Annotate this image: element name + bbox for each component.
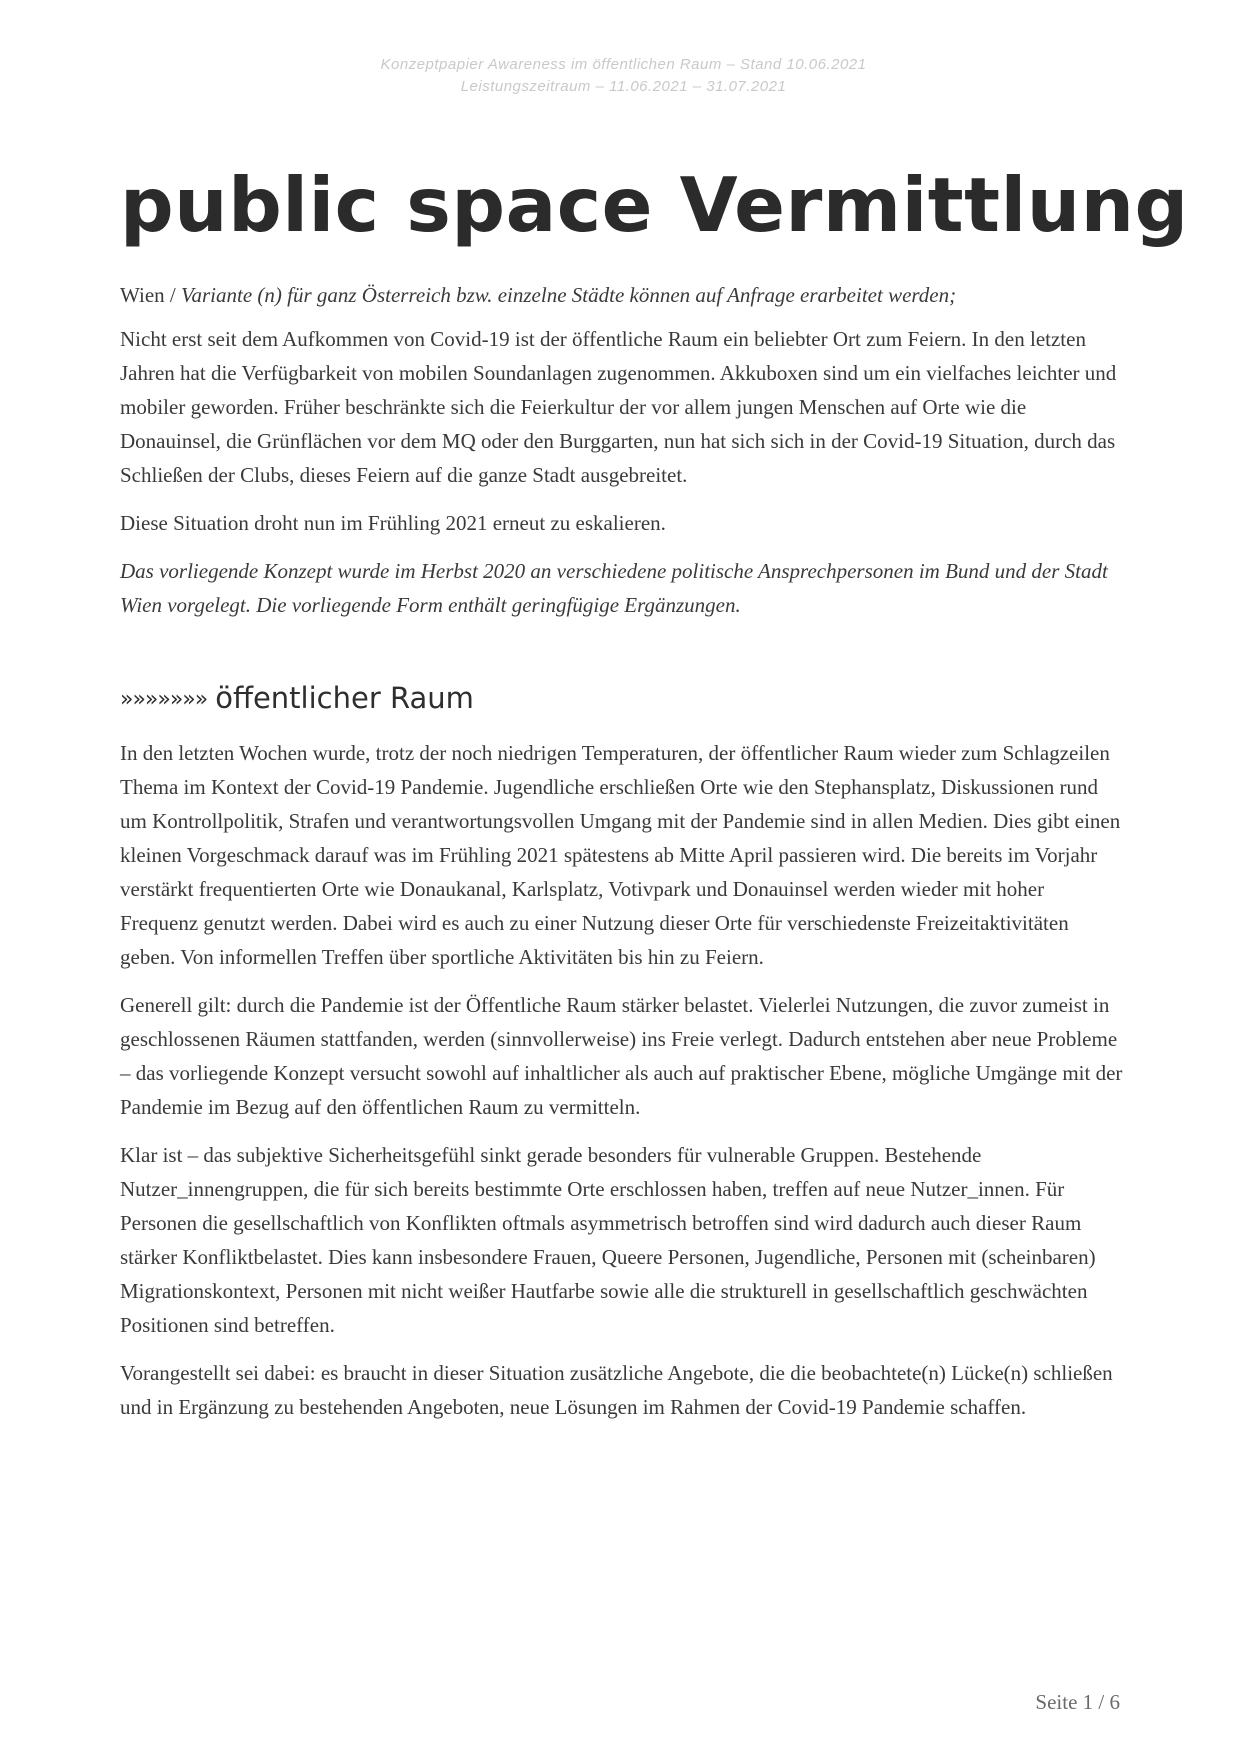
page-header xyxy=(0,54,1247,98)
arrows-decoration: »»»»»»» xyxy=(120,687,208,712)
section-paragraph-3: Klar ist – das subjektive Sicherheitsgefühl sinkt gerade besonders für vulnerable Gruppen. Bestehende Nutzer_innengruppen, die für sich bereits bestimmte Orte erschlossen haben, treffen auf neue Nutzer_innen. Für Personen die gesellschaftlich von Konflikten oftmals asymmetrisch betroffen sind wird dadurch auch dieser Raum stärker Konfliktbelastet. Dies kann insbesondere Frauen, Queere Personen, Jugendliche, Personen mit (scheinbaren) Migrationskontext, Personen mit nicht weißer Hautfarbe sowie alle die strukturell in gesellschaftlich geschwächten Positionen sind betreffen. xyxy=(120,1143,1096,1337)
section-paragraph-1: In den letzten Wochen wurde, trotz der noch niedrigen Temperaturen, der öffentlicher Raum wieder zum Schlagzeilen Thema im Kontext der Covid-19 Pandemie. Jugendliche erschließen Orte wie den Stephansplatz, Diskussionen rund um Kontrollpolitik, Strafen und verantwortungsvollen Umgang mit der Pandemie sind in allen Medien. Dies gibt einen kleinen Vorgeschmack darauf was im Frühling 2021 spätestens ab Mitte April passieren wird. Die bereits im Vorjahr verstärkt frequentierten Orte wie Donaukanal, Karlsplatz, Votivpark und Donauinsel werden wieder mit hoher Frequenz genutzt werden. Dabei wird es auch zu einer Nutzung dieser Orte für verschiedenste Freizeitaktivitäten geben. Von informellen Treffen über sportliche Aktivitäten bis hin zu Feiern. xyxy=(120,741,1121,969)
page-number: Seite 1 / 6 xyxy=(1035,1690,1120,1714)
intro-line xyxy=(120,278,1125,312)
paragraph-1: Nicht erst seit dem Aufkommen von Covid-19 ist der öffentliche Raum ein beliebter Ort zum Feiern. In den letzten Jahren hat die Verfügbarkeit von mobilen Soundanlagen zugenommen. Akkuboxen sind um ein vielfaches leichter und mobiler geworden. Früher beschränkte sich die Feierkultur der vor allem jungen Menschen auf Orte wie die Donauinsel, die Grünflächen vor dem MQ oder den Burggarten, nun hat sich sich in der Covid-19 Situation, durch das Schließen der Clubs, dieses Feiern auf die ganze Stadt ausgebreitet. xyxy=(120,327,1117,487)
section-heading-text: öffentlicher Raum xyxy=(215,681,474,715)
document-body xyxy=(120,278,1125,1438)
header-line-1: Konzeptpapier Awareness im öffentlichen Raum – Stand 10.06.2021 xyxy=(380,56,867,73)
intro-location: Wien / xyxy=(120,283,181,307)
section-paragraph-4: Vorangestellt sei dabei: es braucht in dieser Situation zusätzliche Angebote, die die beobachtete(n) Lücke(n) schließen und in Ergänzung zu bestehenden Angeboten, neue Lösungen im Rahmen der Covid-19 Pandemie schaffen. xyxy=(120,1361,1113,1419)
header-line-2: Leistungszeitraum – 11.06.2021 – 31.07.2021 xyxy=(460,78,787,95)
section-heading xyxy=(120,680,1125,718)
concept-note: Das vorliegende Konzept wurde im Herbst 2020 an verschiedene politische Ansprechpersonen im Bund und der Stadt Wien vorgelegt. Die vorliegende Form enthält geringfügige Ergänzungen. xyxy=(120,559,1108,617)
document-title: public space Vermittlung xyxy=(120,161,1189,249)
intro-variant: Variante (n) für ganz Österreich bzw. einzelne Städte können auf Anfrage erarbeitet werden; xyxy=(180,283,957,307)
paragraph-2: Diese Situation droht nun im Frühling 2021 erneut zu eskalieren. xyxy=(120,511,666,535)
section-paragraph-2: Generell gilt: durch die Pandemie ist der Öffentliche Raum stärker belastet. Vielerlei Nutzungen, die zuvor zumeist in geschlossenen Räumen stattfanden, werden (sinnvollerweise) ins Freie verlegt. Dadurch entstehen aber neue Probleme – das vorliegende Konzept versucht sowohl auf inhaltlicher als auch auf praktischer Ebene, mögliche Umgänge mit der Pandemie im Bezug auf den öffentlichen Raum zu vermitteln. xyxy=(120,993,1123,1119)
